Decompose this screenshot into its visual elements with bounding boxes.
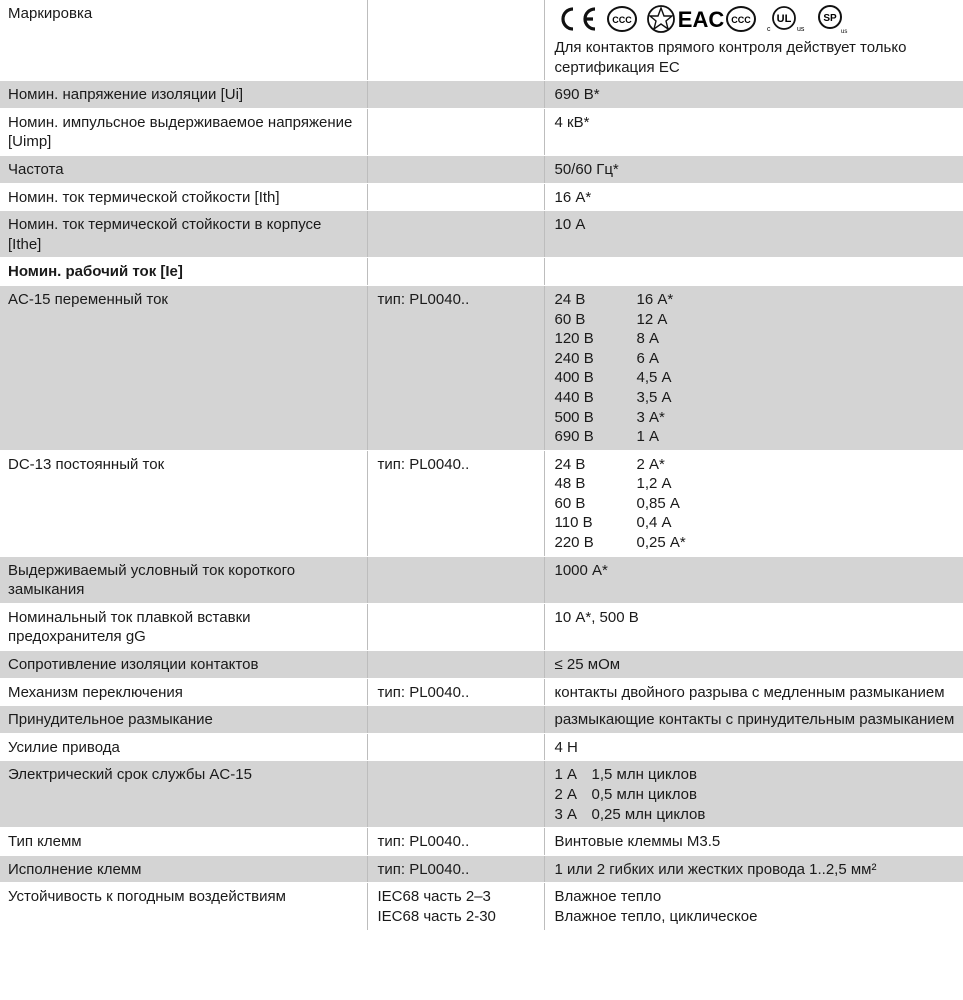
spec-row (0, 0, 963, 81)
value-list (555, 765, 956, 824)
spec-type-cell (367, 450, 544, 556)
value-pair (555, 494, 956, 514)
value-key: 240 В (554, 349, 594, 367)
svg-text:CCC: CCC (611, 15, 632, 25)
spec-label: Принудительное размыкание (8, 711, 213, 729)
spec-label-cell (0, 183, 367, 211)
spec-row (0, 258, 963, 286)
spec-type-cell (367, 211, 544, 258)
value-pair (555, 805, 956, 825)
value-amount: 1,2 А (636, 475, 672, 493)
spec-label-cell (0, 761, 367, 828)
spec-type: тип: PL0040.. (377, 833, 470, 851)
cul-us-mark-icon (764, 5, 808, 33)
spec-label: Номин. ток термической стойкости в корпусе [Ithe] (8, 216, 322, 253)
spec-row (0, 678, 963, 706)
spec-value-cell (544, 651, 963, 679)
spec-value-cell (544, 183, 963, 211)
value-list (555, 290, 956, 447)
spec-row (0, 450, 963, 556)
spec-row (0, 81, 963, 109)
spec-type-line: IEC68 часть 2-30 (377, 907, 496, 925)
value-amount: 16 А* (636, 290, 674, 308)
svg-text:us: us (796, 26, 804, 33)
spec-label-cell (0, 828, 367, 856)
spec-value: 10 А*, 500 В (554, 608, 639, 626)
value-pair (555, 329, 956, 349)
spec-label: Маркировка (8, 5, 93, 22)
spec-value-cell (544, 603, 963, 650)
spec-type-cell (367, 706, 544, 734)
value-list (555, 455, 956, 553)
eac-mark-icon (677, 6, 724, 32)
spec-value-cell (544, 108, 963, 155)
spec-label: Сопротивление изоляции контактов (8, 656, 259, 674)
spec-row (0, 556, 963, 603)
svg-text:SP: SP (822, 13, 837, 24)
svg-text:EAC: EAC (677, 7, 724, 32)
spec-label: Механизм переключения (8, 683, 183, 701)
spec-label-cell (0, 603, 367, 650)
value-amount: 6 А (636, 349, 660, 367)
spec-label: Усилие привода (8, 738, 120, 756)
spec-row (0, 285, 963, 450)
csa-us-mark-icon (815, 4, 851, 34)
spec-row (0, 183, 963, 211)
value-amount: 0,5 млн циклов (591, 786, 697, 803)
spec-type-cell (367, 855, 544, 883)
value-key: 120 В (554, 330, 594, 348)
spec-row (0, 211, 963, 258)
spec-label: Исполнение клемм (8, 860, 142, 878)
spec-type: тип: PL0040.. (377, 860, 470, 878)
spec-label-cell (0, 211, 367, 258)
spec-label-cell (0, 108, 367, 155)
spec-value-cell (544, 0, 963, 81)
value-amount: 4,5 А (636, 369, 672, 387)
ce-mark-icon (555, 6, 599, 32)
value-key: 60 В (554, 494, 586, 512)
svg-text:us: us (840, 29, 847, 35)
spec-label-cell (0, 258, 367, 286)
spec-type-cell (367, 678, 544, 706)
spec-row (0, 603, 963, 650)
value-key: 400 В (554, 369, 594, 387)
value-amount: 1 А (636, 428, 660, 446)
spec-value: 50/60 Гц* (554, 160, 619, 178)
spec-label-cell (0, 285, 367, 450)
spec-type-cell (367, 183, 544, 211)
value-pair (555, 349, 956, 369)
spec-label: AC-15 переменный ток (8, 290, 168, 308)
spec-type-cell (367, 108, 544, 155)
spec-row (0, 706, 963, 734)
value-key: 24 В (554, 290, 586, 308)
spec-value: 690 В* (554, 86, 600, 104)
spec-value-cell (544, 733, 963, 761)
spec-label: Номин. напряжение изоляции [Ui] (8, 86, 244, 104)
spec-value-cell (544, 828, 963, 856)
spec-value: 1 или 2 гибких или жестких провода 1..2,5 мм² (554, 860, 877, 878)
spec-row (0, 155, 963, 183)
spec-value-line: Влажное тепло (554, 888, 662, 906)
spec-row (0, 855, 963, 883)
spec-type-cell (367, 651, 544, 679)
spec-label-cell (0, 883, 367, 930)
value-amount: 0,4 А (636, 514, 672, 532)
spec-type-cell (367, 258, 544, 286)
svg-text:UL: UL (776, 13, 791, 25)
spec-value: 1000 А* (554, 561, 608, 579)
spec-value-cell (544, 556, 963, 603)
spec-type-cell (367, 603, 544, 650)
spec-value: контакты двойного разрыва с медленным размыканием (554, 683, 945, 701)
spec-type-cell (367, 733, 544, 761)
spec-type-cell (367, 285, 544, 450)
value-amount: 0,85 А (636, 494, 680, 512)
value-amount: 0,25 млн циклов (591, 805, 706, 823)
spec-row (0, 733, 963, 761)
spec-type: тип: PL0040.. (377, 683, 470, 701)
spec-label-cell (0, 855, 367, 883)
spec-label-cell (0, 733, 367, 761)
spec-label: Электрический срок службы AC-15 (8, 766, 252, 784)
value-pair (555, 474, 956, 494)
spec-label: Выдерживаемый условный ток короткого замыкания (8, 561, 296, 599)
spec-value: 10 А (554, 216, 586, 234)
spec-label: Устойчивость к погодным воздействиям (8, 888, 286, 906)
spec-value-cell (544, 761, 963, 828)
value-key: 220 В (554, 534, 594, 552)
value-pair (555, 785, 956, 805)
ccc-mark-icon (725, 5, 757, 33)
value-pair (555, 533, 956, 553)
ccc-mark-icon (606, 5, 638, 33)
value-pair (555, 427, 956, 447)
spec-value-cell (544, 678, 963, 706)
spec-value-cell (544, 883, 963, 930)
spec-value: 4 кВ* (554, 113, 590, 131)
spec-type: тип: PL0040.. (377, 290, 470, 308)
value-key: 24 В (554, 455, 586, 473)
spec-value: ≤ 25 мОм (554, 656, 621, 674)
value-pair (555, 765, 956, 785)
certification-marks (555, 3, 956, 35)
spec-value-cell (544, 855, 963, 883)
spec-row (0, 761, 963, 828)
value-pair (555, 408, 956, 428)
value-amount: 0,25 А* (636, 534, 686, 552)
spec-label-cell (0, 450, 367, 556)
spec-label-cell (0, 706, 367, 734)
spec-type-cell (367, 828, 544, 856)
spec-value-cell (544, 258, 963, 286)
value-amount: 12 А (636, 310, 668, 328)
value-amount: 1,5 млн циклов (591, 766, 697, 784)
value-amount: 3 А* (636, 408, 665, 426)
spec-type-line: IEC68 часть 2–3 (377, 888, 491, 906)
value-key: 3 А (554, 805, 578, 823)
value-amount: 2 А* (636, 455, 665, 473)
spec-row (0, 828, 963, 856)
svg-text:CCC: CCC (730, 15, 751, 25)
spec-label: Номин. рабочий ток [Ie] (8, 263, 183, 281)
value-pair (555, 310, 956, 330)
value-key: 440 В (554, 388, 594, 406)
spec-label-cell (0, 0, 367, 81)
value-amount: 8 А (636, 330, 660, 348)
spec-label: Частота (8, 160, 64, 178)
spec-value: Для контактов прямого контроля действует только сертификация ЕС (554, 39, 907, 76)
spec-value-cell (544, 81, 963, 109)
value-key: 1 А (554, 766, 578, 784)
spec-value: 4 Н (554, 738, 578, 756)
spec-label: Тип клемм (8, 833, 82, 851)
spec-value-cell (544, 706, 963, 734)
spec-type-cell (367, 883, 544, 930)
spec-label-cell (0, 678, 367, 706)
dekra-mark-icon (645, 4, 677, 34)
value-key: 2 А (554, 786, 578, 803)
value-key: 110 В (554, 514, 593, 532)
spec-label: Номин. ток термической стойкости [Ith] (8, 188, 280, 206)
spec-type-cell (367, 0, 544, 81)
value-pair (555, 290, 956, 310)
value-pair (555, 388, 956, 408)
spec-label: Номинальный ток плавкой вставки предохранителя gG (8, 608, 251, 646)
value-key: 48 В (554, 475, 586, 493)
spec-type-cell (367, 556, 544, 603)
spec-label: DC-13 постоянный ток (8, 455, 165, 473)
value-pair (555, 513, 956, 533)
spec-type-cell (367, 155, 544, 183)
spec-value-line: Влажное тепло, циклическое (554, 907, 758, 925)
spec-row (0, 651, 963, 679)
value-key: 60 В (554, 310, 586, 328)
spec-label-cell (0, 556, 367, 603)
value-pair (555, 368, 956, 388)
spec-label-cell (0, 651, 367, 679)
spec-row (0, 883, 963, 930)
spec-label-cell (0, 155, 367, 183)
value-pair (555, 455, 956, 475)
spec-value-cell (544, 211, 963, 258)
spec-label: Номин. импульсное выдерживаемое напряжение [Uimp] (8, 113, 353, 151)
spec-type: тип: PL0040.. (377, 455, 470, 473)
value-key: 690 В (554, 428, 594, 446)
spec-value-cell (544, 450, 963, 556)
spec-type-cell (367, 761, 544, 828)
spec-type-cell (367, 81, 544, 109)
value-amount: 3,5 А (636, 388, 672, 406)
spec-value: 16 А* (554, 188, 592, 206)
spec-value-cell (544, 155, 963, 183)
spec-value: размыкающие контакты с принудительным размыканием (554, 711, 955, 729)
value-key: 500 В (554, 408, 594, 426)
spec-value: Винтовые клеммы М3.5 (554, 833, 721, 851)
svg-text:c: c (766, 26, 770, 33)
spec-label-cell (0, 81, 367, 109)
spec-row (0, 108, 963, 155)
spec-value-cell (544, 285, 963, 450)
